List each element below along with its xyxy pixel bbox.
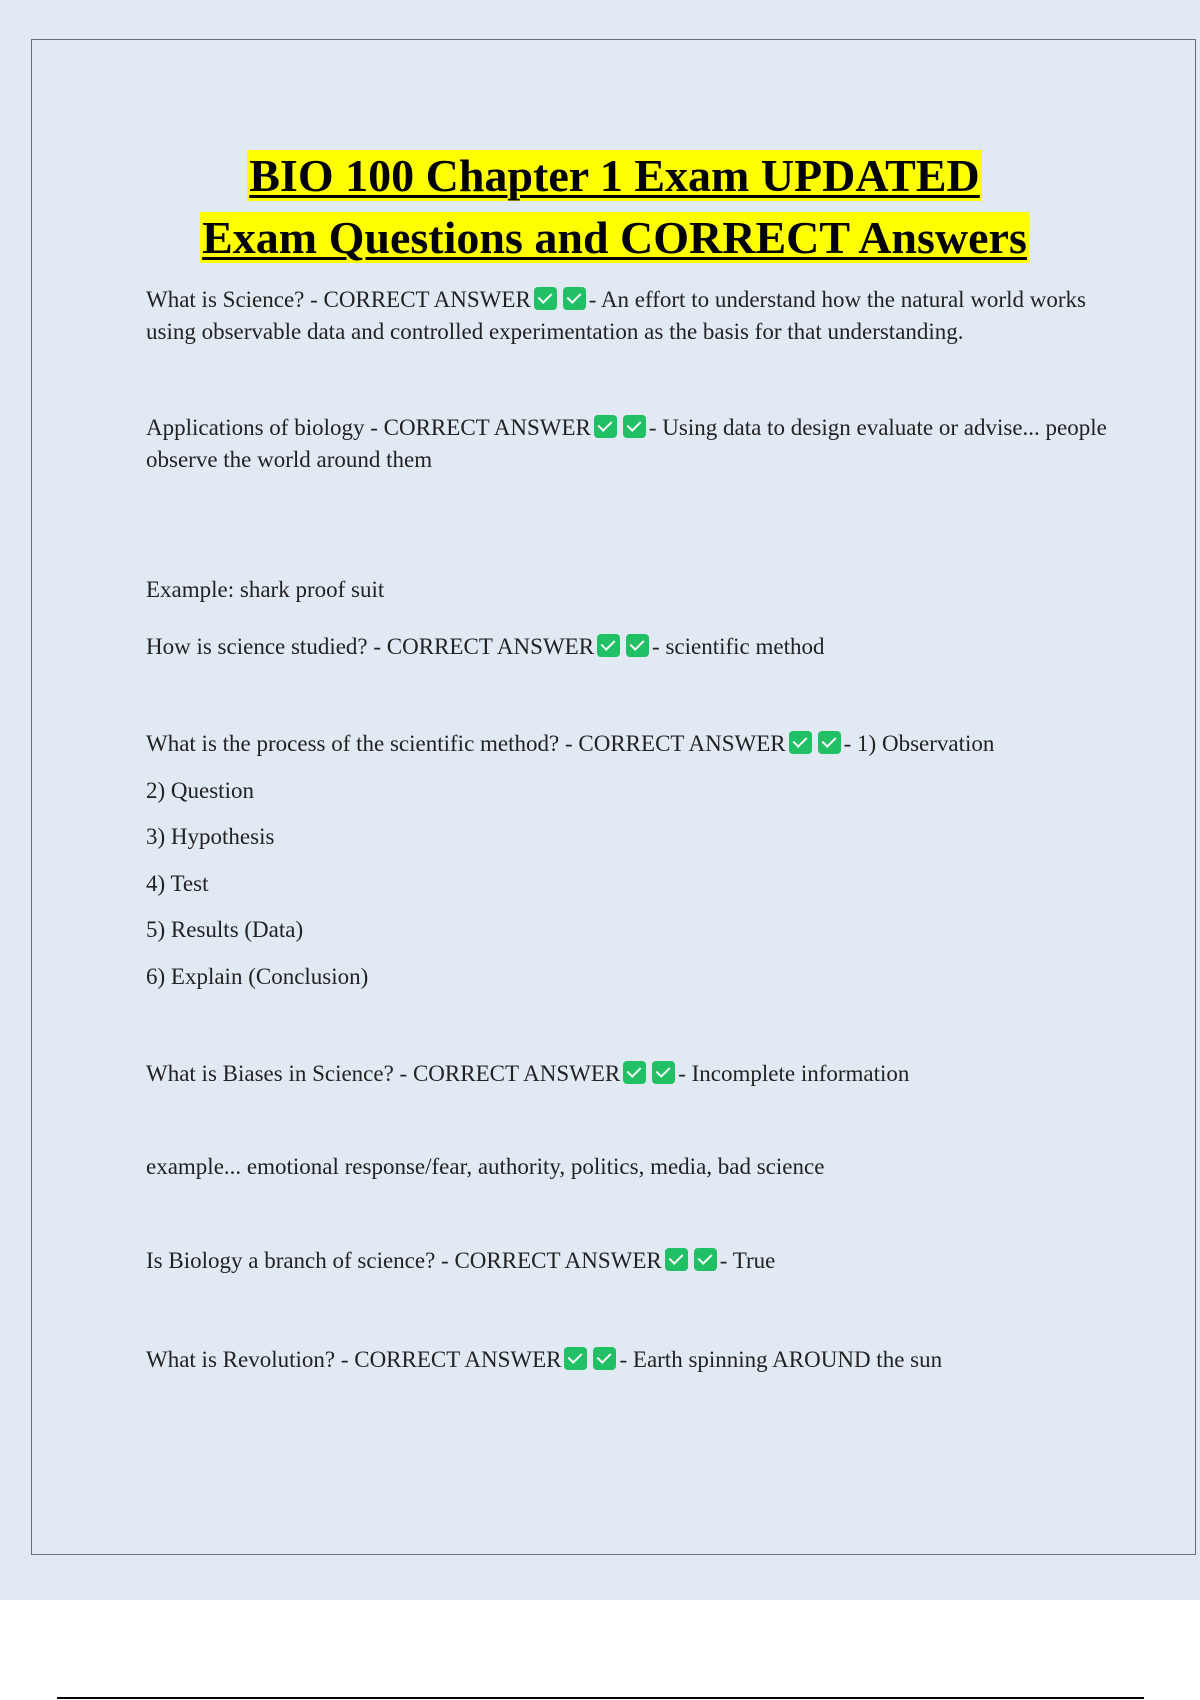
- check-mark-icon: [534, 287, 557, 310]
- question-text: What is Science? - CORRECT ANSWER: [146, 287, 531, 312]
- qa-entry-biases: [146, 1058, 1126, 1090]
- qa-entry-biology-branch: [146, 1245, 1126, 1277]
- bottom-divider: [57, 1697, 1144, 1699]
- answer-text: - An effort to understand how the natural world works using observable data and controlled experimentation as the basis for that understanding.: [146, 287, 1086, 344]
- example-line: example... emotional response/fear, authority, politics, media, bad science: [146, 1154, 825, 1179]
- step-line: 2) Question: [146, 778, 254, 803]
- answer-text: - Incomplete information: [678, 1061, 910, 1086]
- step-line: 4) Test: [146, 871, 209, 896]
- qa-entry-process: [146, 728, 1126, 760]
- title-line-1: BIO 100 Chapter 1 Exam UPDATED: [249, 150, 980, 201]
- question-text: Is Biology a branch of science? - CORRECT ANSWER: [146, 1248, 662, 1273]
- check-mark-icon: [694, 1248, 717, 1271]
- question-text: What is the process of the scientific method? - CORRECT ANSWER: [146, 731, 786, 756]
- check-mark-icon: [789, 731, 812, 754]
- check-mark-icon: [594, 415, 617, 438]
- check-mark-icon: [597, 634, 620, 657]
- question-text: What is Revolution? - CORRECT ANSWER: [146, 1347, 562, 1372]
- qa-entry-revolution: [146, 1344, 1126, 1376]
- qa-entry-science: [146, 284, 1126, 348]
- check-mark-icon: [623, 1061, 646, 1084]
- check-mark-icon: [623, 415, 646, 438]
- example-line: Example: shark proof suit: [146, 577, 385, 602]
- document-page: [31, 39, 1196, 1555]
- question-text: What is Biases in Science? - CORRECT ANSWER: [146, 1061, 621, 1086]
- title-line-2: Exam Questions and CORRECT Answers: [202, 212, 1027, 263]
- qa-entry-applications: [146, 412, 1126, 476]
- check-mark-icon: [564, 1347, 587, 1370]
- question-text: How is science studied? - CORRECT ANSWER: [146, 634, 595, 659]
- question-text: Applications of biology - CORRECT ANSWER: [146, 415, 591, 440]
- answer-text: - True: [719, 1248, 776, 1273]
- check-mark-icon: [593, 1347, 616, 1370]
- answer-text: - Earth spinning AROUND the sun: [619, 1347, 943, 1372]
- answer-text: - Using data to design evaluate or advise... people observe the world around them: [146, 415, 1107, 472]
- document-title: [32, 145, 1197, 269]
- step-line: 6) Explain (Conclusion): [146, 964, 369, 989]
- check-mark-icon: [563, 287, 586, 310]
- check-mark-icon: [652, 1061, 675, 1084]
- check-mark-icon: [818, 731, 841, 754]
- step-line: 3) Hypothesis: [146, 824, 275, 849]
- step-line: 5) Results (Data): [146, 917, 304, 942]
- answer-text: - 1) Observation: [843, 731, 995, 756]
- answer-text: - scientific method: [652, 634, 825, 659]
- qa-entry-how-studied: [146, 631, 1126, 663]
- check-mark-icon: [626, 634, 649, 657]
- check-mark-icon: [665, 1248, 688, 1271]
